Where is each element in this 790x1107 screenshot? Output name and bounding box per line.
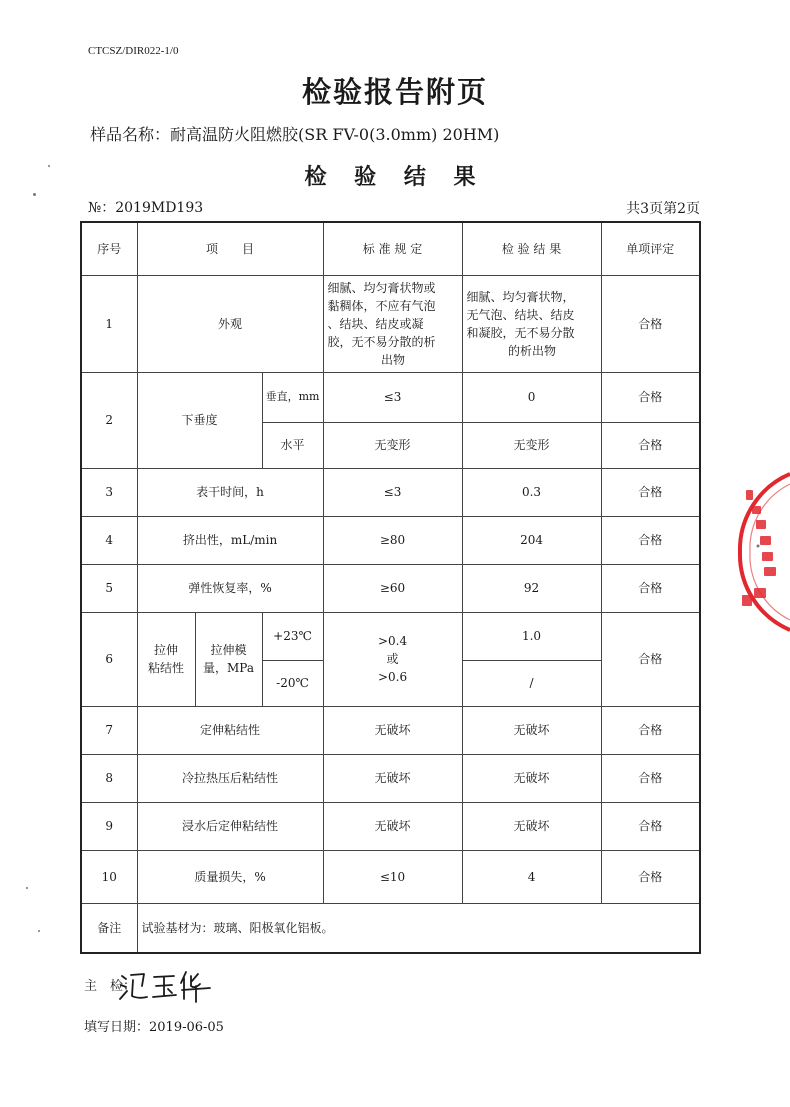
row-subitem: 垂直，mm: [262, 372, 323, 422]
row-item: 外观: [137, 275, 323, 372]
row-verdict: 合格: [601, 802, 700, 850]
row-item: 下垂度: [137, 372, 262, 468]
scan-speck: [26, 887, 28, 889]
row-no: 9: [81, 802, 137, 850]
row-standard: [323, 612, 462, 706]
inspector-label: 主 检：: [84, 979, 137, 994]
results-table: [80, 221, 701, 954]
document-code: CTCSZ/DIR022-1/0: [88, 45, 179, 57]
table-row: [81, 275, 700, 372]
row-verdict: 合格: [601, 564, 700, 612]
page-title: 检验报告附页: [301, 75, 488, 109]
row-no: 8: [81, 754, 137, 802]
row-item: 定伸粘结性: [137, 706, 323, 754]
row-result: [462, 275, 601, 372]
row-no: 6: [81, 612, 137, 706]
inspector-signature: [118, 966, 218, 1008]
row-no: 5: [81, 564, 137, 612]
row-standard: 无变形: [323, 422, 462, 468]
row-subitem: [195, 612, 262, 706]
standard-line: 出物: [381, 352, 406, 367]
row-verdict: 合格: [601, 612, 700, 706]
row-result: 0: [462, 372, 601, 422]
standard-line: 黏稠体，不应有气泡: [327, 298, 436, 313]
row-verdict: 合格: [601, 850, 700, 903]
row-result: 无变形: [462, 422, 601, 468]
row-item: 浸水后定伸粘结性: [137, 802, 323, 850]
table-row: [81, 850, 700, 903]
row-result: 4: [462, 850, 601, 903]
row-standard: 无破坏: [323, 706, 462, 754]
remarks-label: 备注: [81, 903, 137, 953]
row-no: 7: [81, 706, 137, 754]
header-row: [81, 222, 700, 275]
table-row: [81, 754, 700, 802]
row-standard: 无破坏: [323, 802, 462, 850]
row-result: 0.3: [462, 468, 601, 516]
remarks-text: 试验基材为：玻璃、阳极氧化铝板。: [137, 903, 700, 953]
row-result: 1.0: [462, 612, 601, 660]
report-number: №：2019MD193: [88, 200, 204, 216]
row-verdict: 合格: [601, 422, 700, 468]
row-standard: ≥60: [323, 564, 462, 612]
results-heading: 检 验 结 果: [304, 165, 486, 190]
header-verdict: 单项评定: [601, 222, 700, 275]
row-standard: ≤3: [323, 372, 462, 422]
standard-line: 、结块、结皮或凝: [327, 316, 424, 331]
page-info: 共3页第2页: [626, 201, 700, 217]
stamp-graphic: [734, 470, 790, 640]
row-no: 1: [81, 275, 137, 372]
table-row: [81, 706, 700, 754]
row-verdict: 合格: [601, 516, 700, 564]
item-line: 拉伸模: [210, 643, 247, 657]
row-standard: ≤10: [323, 850, 462, 903]
signature-graphic: [118, 966, 218, 1004]
official-stamp: [734, 470, 790, 644]
header-standard: 标 准 规 定: [323, 222, 462, 275]
row-result: 92: [462, 564, 601, 612]
row-item: [137, 612, 195, 706]
standard-line: >0.4: [377, 634, 408, 648]
scan-speck: [38, 930, 40, 932]
row-item: 质量损失，%: [137, 850, 323, 903]
row-result: 无破坏: [462, 802, 601, 850]
table-row: [81, 802, 700, 850]
row-item: 挤出性，mL/min: [137, 516, 323, 564]
row-result: 无破坏: [462, 706, 601, 754]
row-item: 表干时间，h: [137, 468, 323, 516]
item-line: 拉伸: [153, 643, 178, 657]
standard-line: >0.6: [377, 670, 408, 684]
sample-name: 样品名称：耐高温防火阻燃胶(SR FV-0(3.0mm) 20HM): [90, 125, 500, 144]
row-result: /: [462, 660, 601, 706]
row-subitem: 水平: [262, 422, 323, 468]
standard-line: 或: [386, 652, 399, 666]
header-result: 检 验 结 果: [462, 222, 601, 275]
row-standard: ≤3: [323, 468, 462, 516]
table-row: [81, 372, 700, 422]
header-no: 序号: [81, 222, 137, 275]
remarks-row: [81, 903, 700, 953]
table-row: [81, 516, 700, 564]
row-verdict: 合格: [601, 754, 700, 802]
row-standard: [323, 275, 462, 372]
row-no: 2: [81, 372, 137, 468]
result-line: 无气泡、结块、结皮: [466, 307, 575, 322]
row-verdict: 合格: [601, 468, 700, 516]
row-no: 10: [81, 850, 137, 903]
row-temperature: -20℃: [262, 660, 323, 706]
row-verdict: 合格: [601, 706, 700, 754]
table-row: [81, 468, 700, 516]
row-result: 无破坏: [462, 754, 601, 802]
row-result: 204: [462, 516, 601, 564]
row-item: 冷拉热压后粘结性: [137, 754, 323, 802]
row-verdict: 合格: [601, 372, 700, 422]
standard-line: 胶，无不易分散的析: [327, 334, 436, 349]
item-line: 量，MPa: [203, 661, 254, 675]
row-standard: ≥80: [323, 516, 462, 564]
scan-speck: [33, 193, 36, 196]
result-line: 和凝胶，无不易分散: [466, 325, 575, 340]
header-item: 项 目: [137, 222, 323, 275]
row-item: 弹性恢复率，%: [137, 564, 323, 612]
fill-date: 填写日期：2019-06-05: [84, 1020, 224, 1035]
row-no: 3: [81, 468, 137, 516]
table-row: [81, 564, 700, 612]
row-no: 4: [81, 516, 137, 564]
scan-speck: [48, 165, 50, 167]
standard-line: 细腻、均匀膏状物或: [327, 280, 436, 295]
row-standard: 无破坏: [323, 754, 462, 802]
result-line: 的析出物: [508, 343, 557, 358]
item-line: 粘结性: [147, 661, 184, 675]
result-line: 细腻、均匀膏状物，: [466, 289, 575, 304]
table-row: [81, 612, 700, 660]
row-verdict: 合格: [601, 275, 700, 372]
row-temperature: +23℃: [262, 612, 323, 660]
